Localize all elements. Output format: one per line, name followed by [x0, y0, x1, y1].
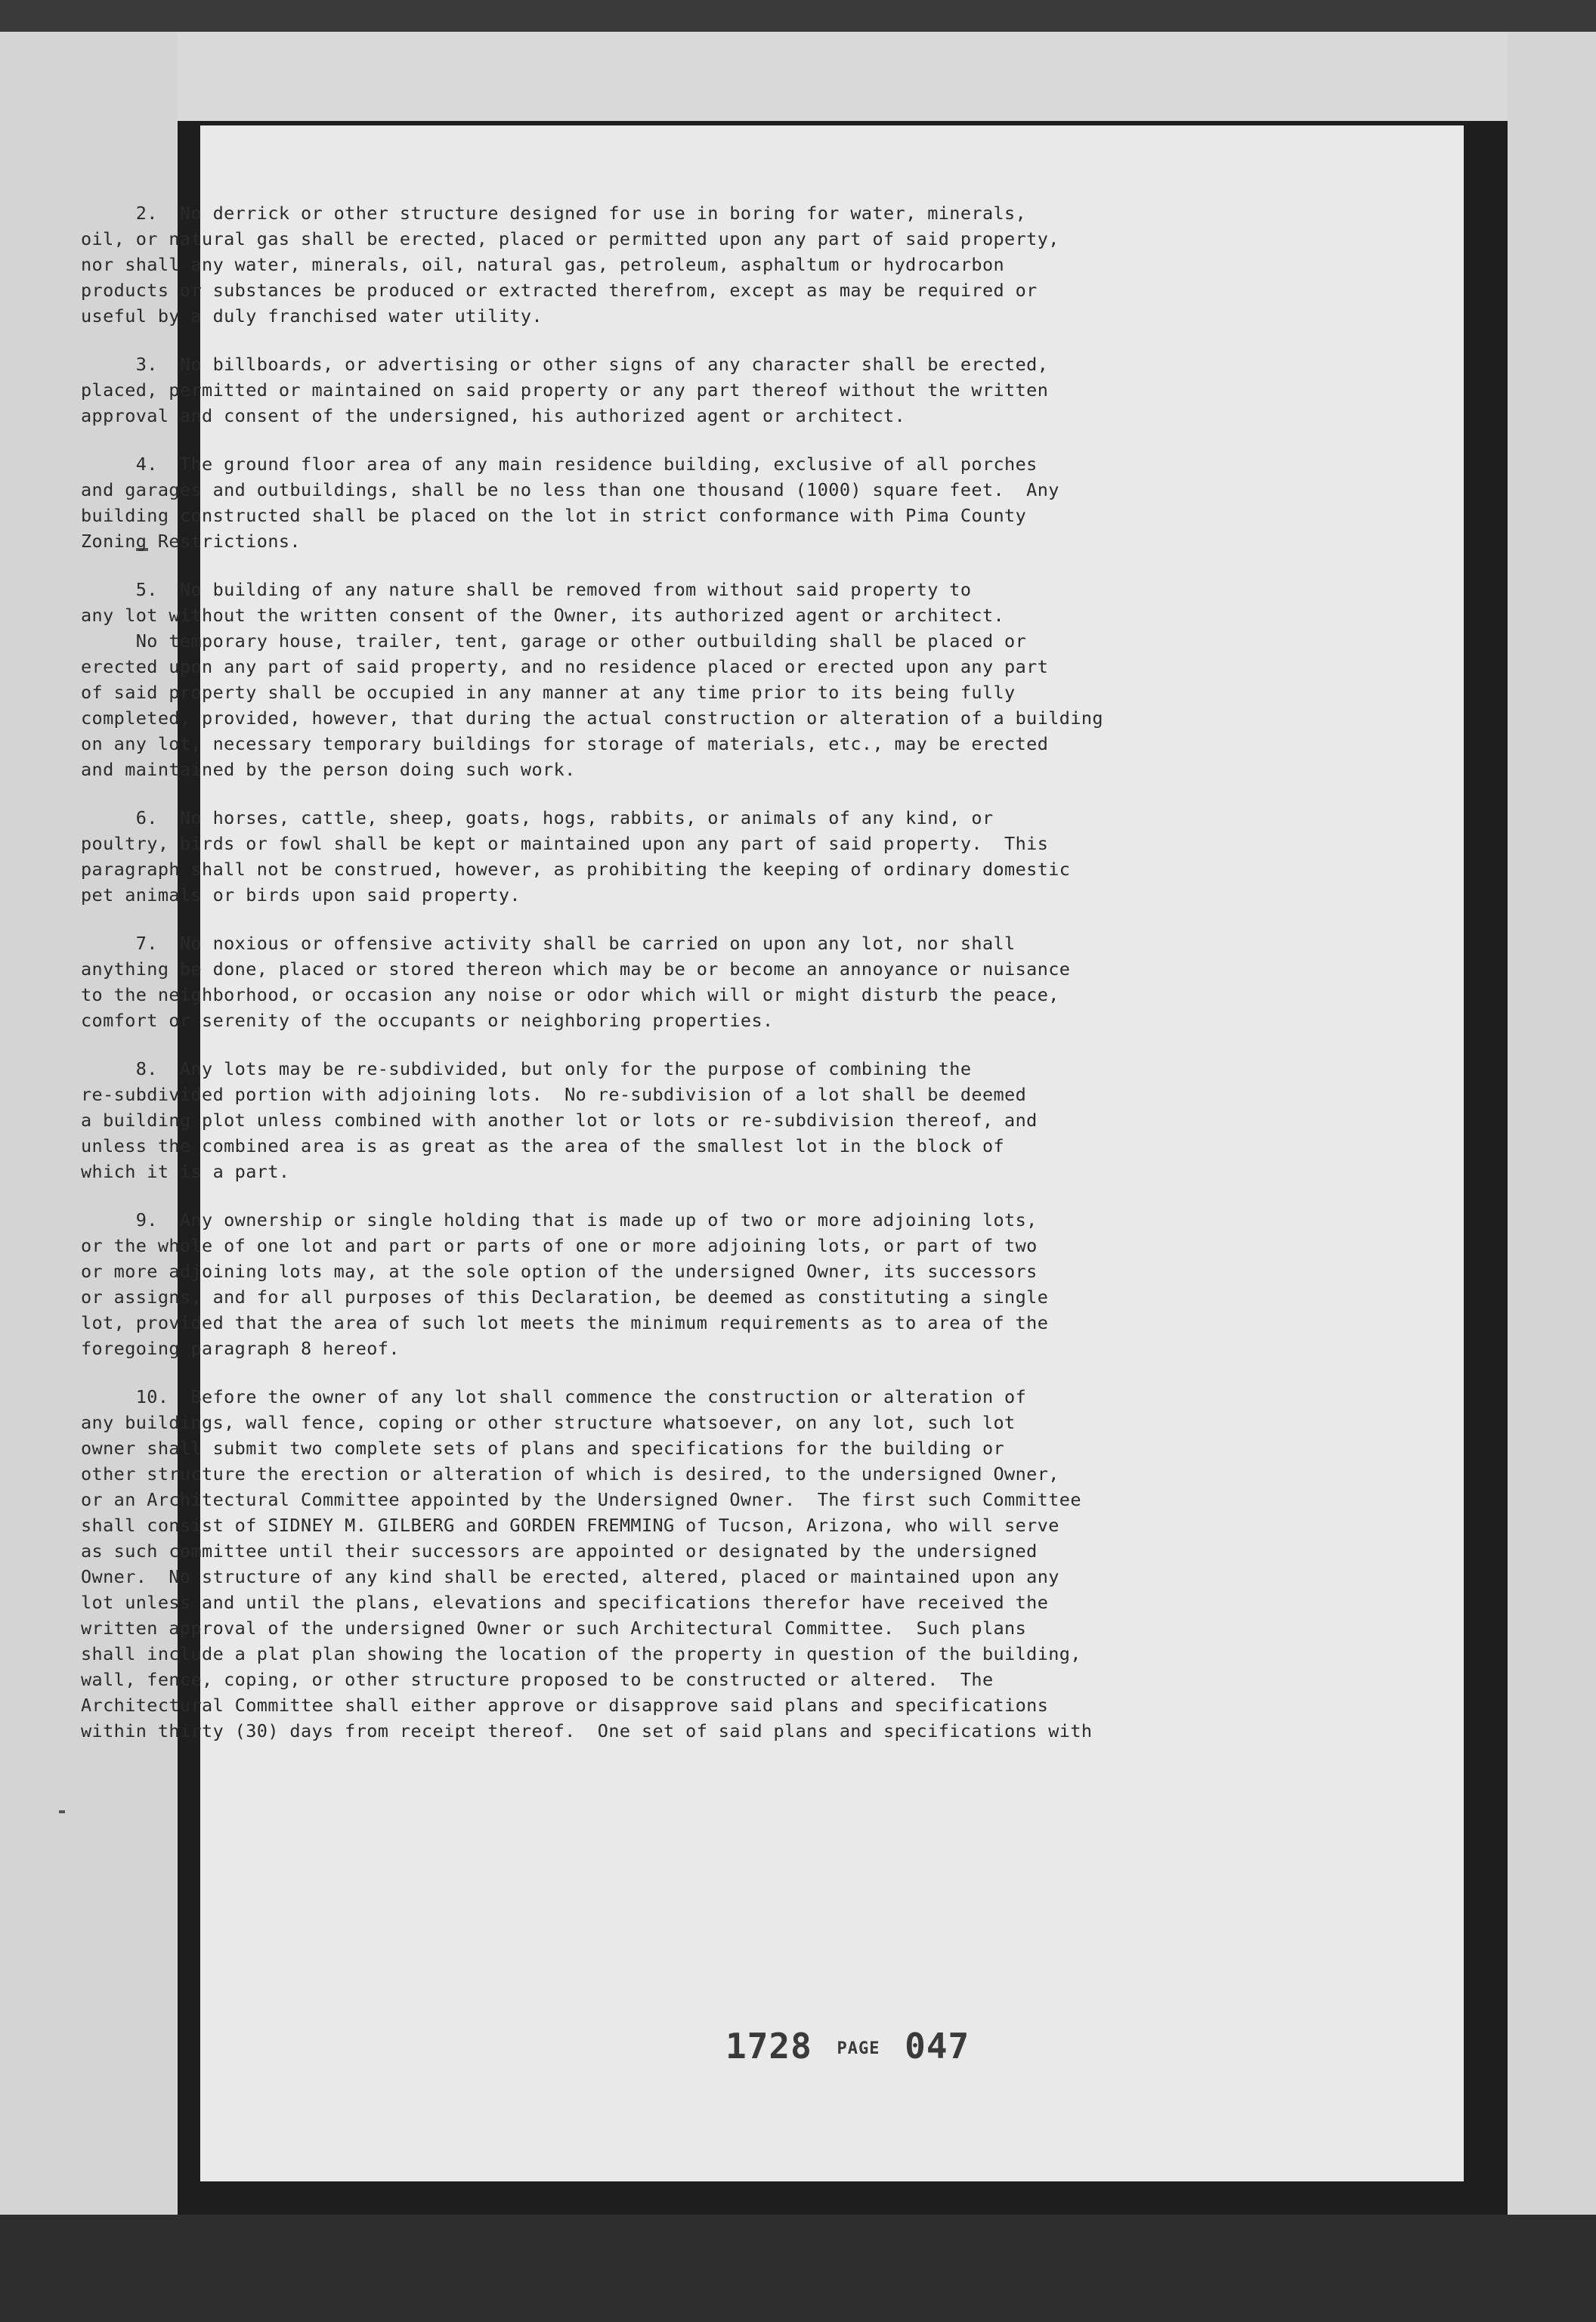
text-line: written approval of the undersigned Owner or such Architectural Committee. Such plans [81, 1618, 1027, 1639]
text-line: to the neighborhood, or occasion any noise or odor which will or might disturb the peace, [81, 984, 1059, 1005]
text-line: a building plot unless combined with another lot or lots or re-subdivision thereof, and [81, 1110, 1038, 1131]
text-line: and garages and outbuildings, shall be no less than one thousand (1000) square feet. Any [81, 479, 1059, 500]
text-line: or more adjoining lots may, at the sole option of the undersigned Owner, its successors [81, 1261, 1038, 1282]
text-line: erected upon any part of said property, and no residence placed or erected upon any part [81, 656, 1049, 677]
margin-mark [59, 1810, 65, 1813]
text-line: nor shall any water, minerals, oil, natural gas, petroleum, asphaltum or hydrocarbon [81, 254, 1005, 275]
text-line: as such committee until their successors are appointed or designated by the undersigned [81, 1540, 1038, 1562]
text-line: Architectural Committee shall either approve or disapprove said plans and specifications [81, 1695, 1049, 1716]
text-line: foregoing paragraph 8 hereof. [81, 1338, 400, 1359]
text-line: approval and consent of the undersigned, his authorized agent or architect. [81, 405, 906, 426]
text-line: and maintained by the person doing such work. [81, 759, 576, 780]
text-line: paragraph shall not be construed, however, as prohibiting the keeping of ordinary domestic [81, 859, 1071, 880]
text-line: oil, or natural gas shall be erected, placed or permitted upon any part of said property, [81, 228, 1059, 249]
text-line: unless the combined area is as great as the area of the smallest lot in the block of [81, 1135, 1005, 1156]
text-line: 10. Before the owner of any lot shall commence the construction or alteration of [81, 1386, 1027, 1407]
text-line: shall include a plat plan showing the location of the property in question of the building, [81, 1643, 1081, 1664]
text-line: Owner. No structure of any kind shall be erected, altered, placed or maintained upon any [81, 1566, 1059, 1587]
page-label: PAGE [837, 2039, 880, 2058]
text-line: any buildings, wall fence, coping or other structure whatsoever, on any lot, such lot [81, 1412, 1016, 1433]
document-body [81, 200, 1298, 1766]
text-line: pet animals or birds upon said property. [81, 884, 521, 906]
scan-margin-right [1508, 32, 1596, 2215]
page-number: 047 [905, 2026, 970, 2067]
text-line: or the whole of one lot and part or parts of one or more adjoining lots, or part of two [81, 1235, 1038, 1256]
text-line: owner shall submit two complete sets of plans and specifications for the building or [81, 1438, 1005, 1459]
text-line: re-subdivided portion with adjoining lots. No re-subdivision of a lot shall be deemed [81, 1084, 1027, 1105]
paragraph [81, 577, 1298, 782]
text-line: or assigns, and for all purposes of this Declaration, be deemed as constituting a single [81, 1286, 1049, 1308]
text-line: 2. No derrick or other structure designed for use in boring for water, minerals, [81, 203, 1027, 224]
book-number: 1728 [725, 2026, 812, 2067]
paragraph [81, 451, 1298, 554]
text-line: products or substances be produced or extracted therefrom, except as may be required or [81, 280, 1038, 301]
text-line: other structure the erection or alteration of which is desired, to the undersigned Owner, [81, 1463, 1059, 1485]
text-line: 9. Any ownership or single holding that is made up of two or more adjoining lots, [81, 1209, 1038, 1231]
text-line: placed, permitted or maintained on said property or any part thereof without the written [81, 379, 1049, 401]
text-line: completed, provided, however, that during the actual construction or alteration of a building [81, 707, 1103, 729]
text-line: on any lot, necessary temporary buildings for storage of materials, etc., may be erected [81, 733, 1049, 754]
text-line: anything be done, placed or stored thereon which may be or become an annoyance or nuisance [81, 958, 1071, 980]
text-line: 7. No noxious or offensive activity shall be carried on upon any lot, nor shall [81, 933, 1016, 954]
scan-border-top [0, 0, 1596, 32]
text-line: within thirty (30) days from receipt thereof. One set of said plans and specifications with [81, 1720, 1093, 1742]
text-line: shall consist of SIDNEY M. GILBERG and GORDEN FREMMING of Tucson, Arizona, who will serve [81, 1515, 1059, 1536]
text-line: or an Architectural Committee appointed by the Undersigned Owner. The first such Committee [81, 1489, 1081, 1510]
paragraph [81, 1056, 1298, 1184]
text-line: comfort or serenity of the occupants or neighboring properties. [81, 1010, 774, 1031]
text-line: building constructed shall be placed on the lot in strict conformance with Pima County [81, 505, 1027, 526]
text-line: any lot without the written consent of the Owner, its authorized agent or architect. [81, 605, 1005, 626]
text-line: 8. Any lots may be re-subdivided, but only for the purpose of combining the [81, 1058, 972, 1079]
text-line: wall, fence, coping, or other structure proposed to be constructed or altered. The [81, 1669, 994, 1690]
book-page-stamp [725, 2026, 970, 2067]
text-line: No temporary house, trailer, tent, garage or other outbuilding shall be placed or [81, 630, 1027, 652]
paragraph [81, 930, 1298, 1033]
paragraph [81, 1207, 1298, 1361]
text-line: 5. No building of any nature shall be removed from without said property to [81, 579, 972, 600]
text-line: which it is a part. [81, 1161, 290, 1182]
paragraph [81, 200, 1298, 329]
text-line: useful by a duly franchised water utility. [81, 305, 543, 327]
text-line: Zoning Restrictions. [81, 531, 301, 552]
text-line: 6. No horses, cattle, sheep, goats, hogs, rabbits, or animals of any kind, or [81, 807, 994, 828]
paragraph [81, 351, 1298, 429]
text-line: lot, provided that the area of such lot meets the minimum requirements as to area of the [81, 1312, 1049, 1333]
text-line: lot unless and until the plans, elevations and specifications therefor have received the [81, 1592, 1049, 1613]
text-line: of said property shall be occupied in any manner at any time prior to its being fully [81, 682, 1016, 703]
text-line: 4. The ground floor area of any main residence building, exclusive of all porches [81, 454, 1038, 475]
paragraph [81, 1384, 1298, 1744]
paragraph [81, 805, 1298, 908]
text-line: 3. No billboards, or advertising or other signs of any character shall be erected, [81, 354, 1049, 375]
scan-border-bottom [0, 2215, 1596, 2322]
text-line: poultry, birds or fowl shall be kept or maintained upon any part of said property. This [81, 833, 1049, 854]
